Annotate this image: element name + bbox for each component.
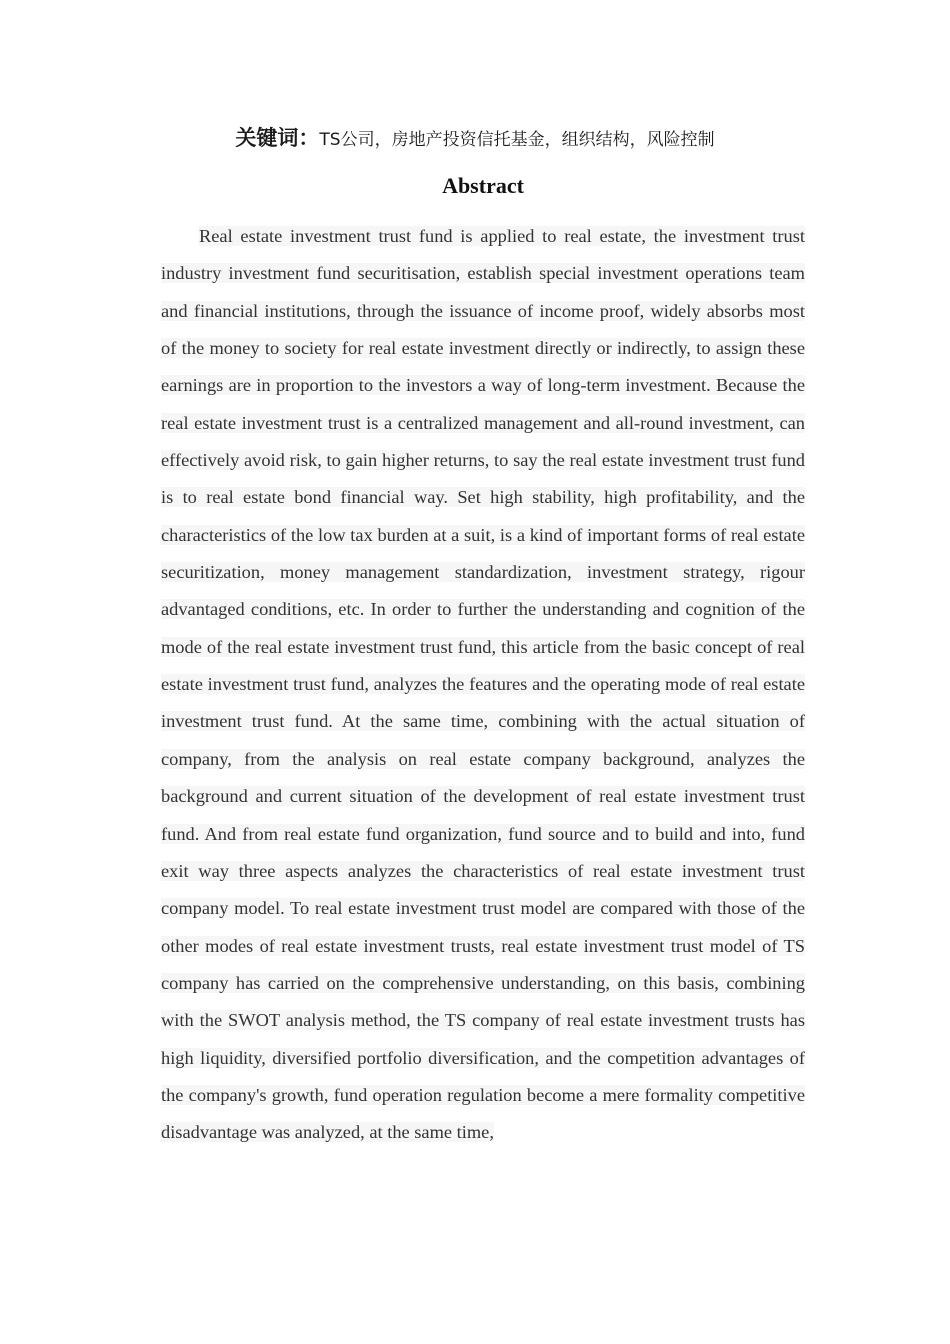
keywords-line xyxy=(0,123,950,155)
abstract-heading: Abstract xyxy=(442,173,524,198)
keywords-text: TS公司，房地产投资信托基金，组织结构，风险控制 xyxy=(319,130,715,150)
keywords-label: 关键词： xyxy=(235,126,320,150)
abstract-paragraph: Real estate investment trust fund is applied to real estate, the investment trust industry investment fund securitisation, establish special investment operations team and financial institutions, through the issuance of income proof, widely absorbs most of the money to society for real estate investment directly or indirectly, to assign these earnings are in proportion to the investors a way of long-term investment. Because the real estate investment trust is a centralized management and all-round investment, can effectively avoid risk, to gain higher returns, to say the real estate investment trust fund is to real estate bond financial way. Set high stability, high profitability, and the characteristics of the low tax burden at a suit, is a kind of important forms of real estate securitization, money management standardization, investment strategy, rigour advantaged conditions, etc. In order to further the understanding and cognition of the mode of the real estate investment trust fund, this article from the basic concept of real estate investment trust fund, analyzes the features and the operating mode of real estate investment trust fund. At the same time, combining with the actual situation of company, from the analysis on real estate company background, analyzes the background and current situation of the development of real estate investment trust fund. And from real estate fund organization, fund source and to build and into, fund exit way three aspects analyzes the characteristics of real estate investment trust company model. To real estate investment trust model are compared with those of the other modes of real estate investment trusts, real estate investment trust model of TS company has carried on the comprehensive understanding, on this basis, combining with the SWOT analysis method, the TS company of real estate investment trusts has high liquidity, diversified portfolio diversification, and the competition advantages of the company's growth, fund operation regulation become a mere formality competitive disadvantage was analyzed, at the same time, xyxy=(161,226,805,1143)
abstract-body xyxy=(161,218,805,1152)
